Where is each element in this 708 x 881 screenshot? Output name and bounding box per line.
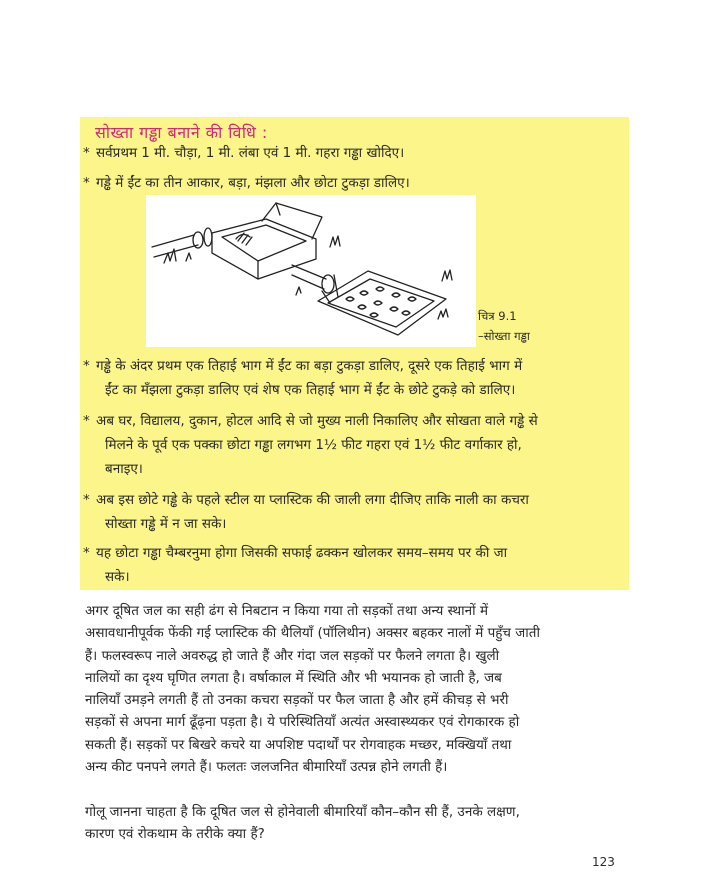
bullet-item xyxy=(83,141,623,165)
paragraph-line: नालियों का दृश्य घृणित लगता है। वर्षाकाल में स्थिति और भी भयानक हो जाती है, जब xyxy=(85,669,502,686)
bullet-text: अब इस छोटे गड्ढे के पहले स्टील या प्लास्टिक की जाली लगा दीजिए ताकि नाली का कचरा xyxy=(96,492,529,508)
bullet-text-continued: बनाइए। xyxy=(105,461,143,477)
question-paragraph xyxy=(85,801,630,846)
bullet-star: * xyxy=(83,145,90,161)
bullet-star: * xyxy=(83,545,90,561)
paragraph-line: हैं। फलस्वरूप नाले अवरुद्ध हो जाते हैं और गंदा जल सड़कों पर फैलने लगता है। खुली xyxy=(85,647,500,664)
bullet-item xyxy=(83,541,623,589)
paragraph-line: कारण एवं रोकथाम के तरीके क्या हैं? xyxy=(85,826,265,843)
paragraph-line: सकती हैं। सड़कों पर बिखरे कचरे या अपशिष्ट पदार्थों पर रोगवाहक मच्छर, मक्खियाँ तथा xyxy=(85,736,512,753)
bullet-text: गड्ढे के अंदर प्रथम एक तिहाई भाग में ईंट का बड़ा टुकड़ा डालिए, दूसरे एक तिहाई भाग में xyxy=(96,358,523,374)
paragraph-line: गोलू जानना चाहता है कि दूषित जल से होनेवाली बीमारियाँ कौन–कौन सी हैं, उनके लक्षण, xyxy=(85,804,520,820)
bullet-star: * xyxy=(83,413,90,429)
bullet-text-continued: सोख्ता गड्ढे में न जा सके। xyxy=(105,516,227,532)
paragraph-line: असावधानीपूर्वक फेंकी गई प्लास्टिक की थैलियाँ (पॉलिथीन) अक्सर बहकर नालों में पहुँच जाती xyxy=(85,625,540,642)
bullet-item xyxy=(83,409,623,481)
bullet-item xyxy=(83,354,623,402)
bullet-star: * xyxy=(83,492,90,508)
bullet-item xyxy=(83,488,623,536)
bullet-item xyxy=(83,171,623,195)
figure-caption-number: चित्र 9.1 xyxy=(478,309,517,323)
bullet-text: अब घर, विद्यालय, दुकान, होटल आदि से जो मुख्य नाली निकालिए और सोखता वाले गड्ढे से xyxy=(96,413,538,429)
paragraph-line: सड़कों से अपना मार्ग ढूँढ़ना पड़ता है। ये परिस्थितियाँ अत्यंत अस्वास्थ्यकर एवं रोगकारक हो xyxy=(85,714,520,731)
figure-soakage-pit xyxy=(146,195,476,347)
bullet-text: गड्ढे में ईंट का तीन आकार, बड़ा, मंझला और छोटा टुकड़ा डालिए। xyxy=(96,175,410,191)
bullet-text: यह छोटा गड्ढा चैम्बरनुमा होगा जिसकी सफाई ढक्कन खोलकर समय–समय पर की जा xyxy=(96,545,508,561)
bullet-star: * xyxy=(83,358,90,374)
box-title: सोख्ता गड्ढा बनाने की विधि : xyxy=(95,123,268,142)
bullet-text-continued: मिलने के पूर्व एक पक्का छोटा गड्ढा लगभग 1½ फीट गहरा एवं 1½ फीट वर्गाकार हो, xyxy=(105,437,522,453)
bullet-text: सर्वप्रथम 1 मी. चौड़ा, 1 मी. लंबा एवं 1 मी. गहरा गड्ढा खोदिए। xyxy=(96,145,405,161)
paragraph-line: अन्य कीट पनपने लगते हैं। फलतः जलजनित बीमारियाँ उत्पन्न होने लगती हैं। xyxy=(85,759,448,776)
bullet-text-continued: सके। xyxy=(105,569,130,585)
page-number: 123 xyxy=(592,855,615,869)
paragraph-line: नालियाँ उमड़ने लगती हैं तो उनका कचरा सड़कों पर फैल जाता है और हमें कीचड़ से भरी xyxy=(85,692,509,709)
figure-caption-title: –सोख्ता गड्ढा xyxy=(478,329,530,343)
figure-caption xyxy=(478,306,530,346)
body-paragraph xyxy=(85,600,630,778)
bullet-star: * xyxy=(83,175,90,191)
soakage-pit-illustration xyxy=(146,195,476,347)
paragraph-line: अगर दूषित जल का सही ढंग से निबटान न किया गया तो सड़कों तथा अन्य स्थानों में xyxy=(85,603,489,619)
bullet-text-continued: ईंट का मँझला टुकड़ा डालिए एवं शेष एक तिहाई भाग में ईंट के छोटे टुकड़े को डालिए। xyxy=(105,382,516,398)
